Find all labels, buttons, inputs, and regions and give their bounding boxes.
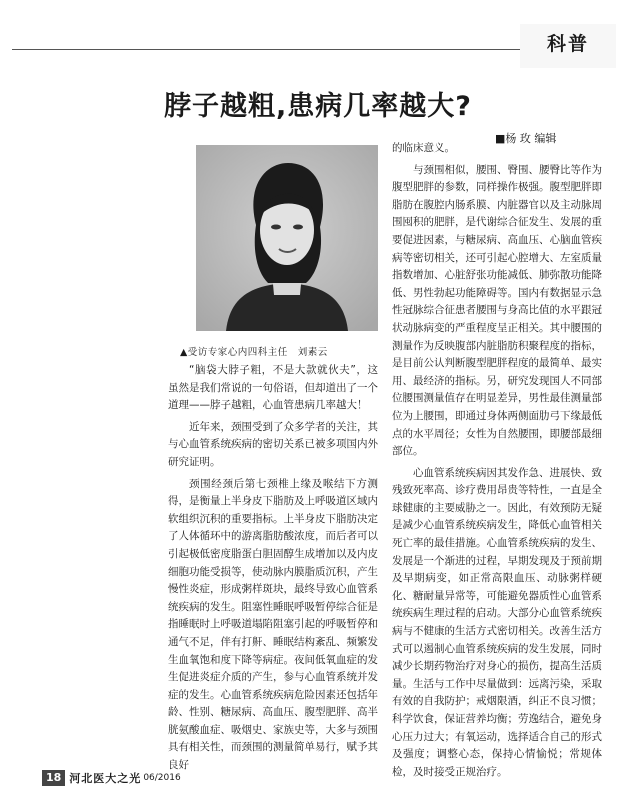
- body-paragraph: 与颈围相似，腰围、臀围、腰臀比等作为腹型肥胖的参数，同样操作极强。腹型肥胖即脂肪在腹腔内肠系膜、内脏器官以及主动脉周围囤积的肥胖，是代谢综合征发生、发展的重要促进因素，与糖尿病、高血压、心脑血管疾病等密切相关，还可引起心腔增大、左室质量指数增加、心脏舒张功能减低、肺弥散功能降低、男性勃起功能障碍等。国内有数据显示急性冠脉综合征患者腰围与身高比值的水平跟冠状动脉病变的严重程度呈正相关。其中腰围的测量作为反映腹部内脏脂肪积聚程度的指标，是目前公认判断腹型肥胖程度的最简单、最实用、最经济的指标。另，研究发现国人不同部位腰围测量值存在明显差异，男性最佳测量部位为上腰围，即通过身体两侧面肋弓下缘最低点的水平周径；女性为自然腰围，即腰部最细部位。: [392, 163, 602, 458]
- photo-caption: ▲受访专家心内四科主任 刘素云: [180, 347, 328, 358]
- body-paragraph: “脑袋大脖子粗，不是大款就伙夫”，这虽然是我们常说的一句俗语，但却道出了一个道理——脖子越粗，心血管患病几率越大！: [168, 364, 378, 412]
- page-number: 18: [42, 770, 65, 786]
- body-paragraph: 颈围经颈后第七颈椎上缘及喉结下方测得，是衡量上半身皮下脂肪及上呼吸道区域内软组织沉积的重要指标。上半身皮下脂肪决定了人体循环中的游离脂肪酸浓度，而后者可以引起极低密度脂蛋白胆固醇生成增加以及内皮细胞功能受损等，使动脉内膜脂质沉积，产生慢性炎症，形成粥样斑块，最终导致心血管系统疾病的发生。阻塞性睡眠呼吸暂停综合征是指睡眠时上呼吸道塌陷阻塞引起的呼吸暂停和通气不足，伴有打鼾、睡眠结构紊乱、频繁发生血氧饱和度下降等病症。夜间低氧血症的发生促进炎症介质的产生，参与心血管系统并发症的发生。心血管系统疾病危险因素还包括年龄、性别、糖尿病、高血压、腹型肥胖、高半胱氨酸血症、吸烟史、家族史等，大多与颈围具有相关性，而颈围的测量简单易行，赋予其良好: [168, 477, 378, 772]
- article-body-right: [392, 140, 602, 781]
- body-paragraph: 心血管系统疾病因其发作急、进展快、致残致死率高、诊疗费用昂贵等特性，一直是全球健康的主要威胁之一。因此，有效预防无疑是减少心血管系统疾病发生，降低心血管相关死亡率的最佳措施。心血管系统疾病的发生、发展是一个渐进的过程，早期发现及于预前期及早期病变，如正常高限血压、动脉粥样硬化、糖耐量异常等，可能避免器质性心血管系统疾病生理过程的启动。大部分心血管系统疾病与不健康的生活方式密切相关。改善生活方式可以遏制心血管系统疾病的发生发展，同时减少长期药物治疗对身心的损伤，提高生活质量。生活与工作中尽量做到：远离污染，采取有效的自我防护；戒烟限酒，纠正不良习惯；科学饮食，保证营养均衡；劳逸结合，避免身心压力过大；有氧运动，选择适合自己的形式及强度；调整心态，保持心情愉悦；常规体检，及时接受正规治疗。: [392, 466, 602, 778]
- body-paragraph-continued: 的临床意义。: [392, 142, 455, 154]
- byline: ■杨 玫 编辑: [495, 132, 557, 145]
- article-body-left: [168, 362, 378, 775]
- section-header: [12, 20, 616, 66]
- section-tab: [520, 24, 616, 68]
- portrait-photo: [196, 145, 378, 331]
- page-footer: [42, 770, 181, 786]
- issue-date: 06/2016: [143, 773, 181, 783]
- magazine-name: 河北医大之光: [69, 772, 142, 785]
- article-title: 脖子越粗,患病几率越大?: [164, 91, 472, 122]
- section-label: 科普: [546, 33, 589, 55]
- body-paragraph: 近年来，颈围受到了众多学者的关注，其与心血管系统疾病的密切关系已被多项国内外研究证明。: [168, 420, 378, 468]
